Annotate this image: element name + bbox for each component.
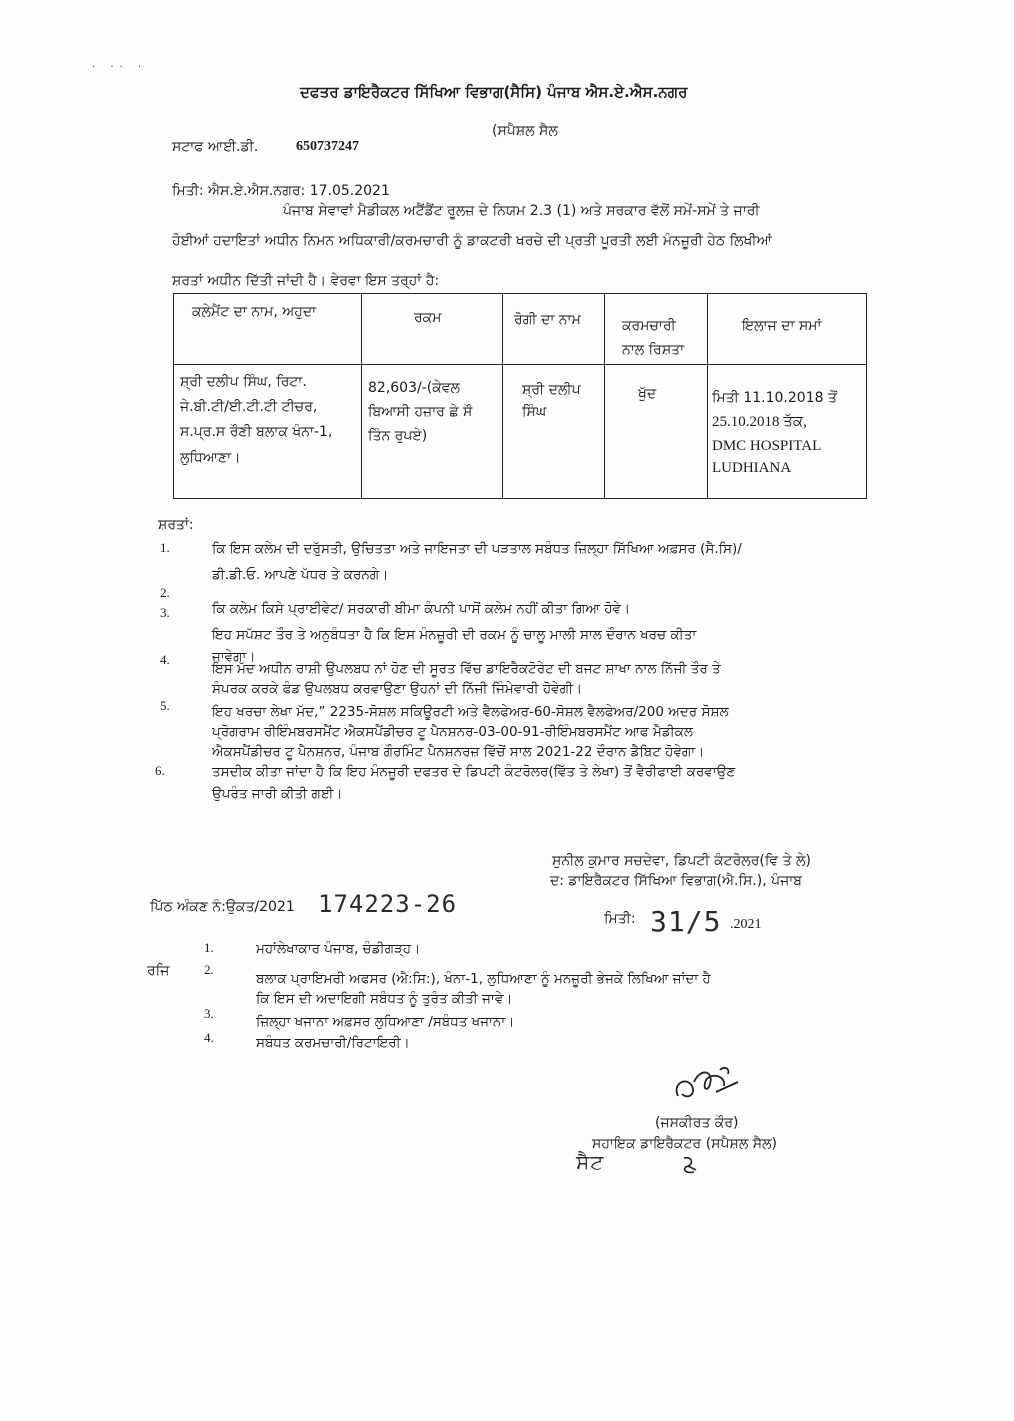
endorsement-year: .2021 — [730, 917, 762, 932]
header-relation-1: ਕਰਮਚਾਰੀ — [622, 318, 676, 334]
condition-text: ਸੰਪਰਕ ਕਰਕੇ ਫੰਡ ਉਪਲਬਧ ਕਰਵਾਉਣਾ ਉਹਨਾਂ ਦੀ ਨਿੱਜੀ ਜਿੰਮੇਵਾਰੀ ਹੋਵੇਗੀ। — [212, 681, 583, 697]
staff-id-label: ਸਟਾਫ ਆਈ.ਡੀ. — [172, 139, 259, 155]
recipient-text: ਮਹਾਂਲੇਖਾਕਾਰ ਪੰਜਾਬ, ਚੰਡੀਗੜ੍ਹ। — [256, 941, 421, 957]
recipient-number: 3. — [204, 1006, 214, 1021]
scan-speck: · ·· · — [92, 62, 148, 73]
conditions-title: ਸ਼ਰਤਾਂ: — [158, 517, 194, 533]
condition-text: ਕਿ ਕਲੇਮ ਕਿਸੇ ਪ੍ਰਾਈਵੇਟ/ ਸਰਕਾਰੀ ਬੀਮਾ ਕੰਪਨੀ ਪਾਸੋਂ ਕਲੇਮ ਨਹੀਂ ਕੀਤਾ ਗਿਆ ਹੋਵੇ। — [212, 601, 631, 617]
endorsement-label: ਪਿੱਠ ਅੰਕਣ ਨੰ:ਉਕਤ/2021 — [150, 899, 295, 915]
recipient-text: ਜ਼ਿਲ੍ਹਾ ਖਜਾਨਾ ਅਫ਼ਸਰ ਲੁਧਿਆਣਾ /ਸਬੰਧਤ ਖਜਾਨਾ। — [256, 1014, 515, 1030]
claimant-line-1: ਸ਼੍ਰੀ ਦਲੀਪ ਸਿੰਘ, ਰਿਟਾ. — [180, 374, 307, 390]
issue-date: ਮਿਤੀ: ਐਸ.ਏ.ਐਸ.ਨਗਰ: 17.05.2021 — [172, 183, 390, 199]
recipient-number: 1. — [204, 940, 214, 955]
header-period: ਇਲਾਜ ਦਾ ਸਮਾਂ — [742, 318, 822, 334]
recipient-number: 4. — [204, 1030, 214, 1045]
handwritten-endorsement-number: 174223-26 — [318, 890, 458, 918]
condition-text: ਇਹ ਖਰਚਾ ਲੇਖਾ ਮੱਦ,” 2235-ਸੋਸ਼ਲ ਸਕਿਊਰਟੀ ਅਤੇ ਵੈਲਫੇਅਰ-60-ਸੋਸ਼ਲ ਵੈਲਫੇਅਰ/200 ਅਦਰ ਸੋਸ਼ਲ — [212, 704, 729, 720]
endorsement-date-label: ਮਿਤੀ: — [604, 911, 636, 927]
condition-number: 1. — [160, 540, 170, 555]
condition-number: 3. — [160, 605, 170, 620]
condition-text: ਪ੍ਰੋਗਰਾਮ ਰੀਇੰਮਬਰਸਮੈਂਟ ਐਕਸਪੈਂਡੀਚਰ ਟੂ ਪੈਨਸ਼ਨਰ-03-00-91-ਰੀਇੰਮਬਰਸਮੈਂਟ ਆਫ ਮੈਡੀਕਲ — [212, 724, 694, 740]
handwritten-endorsement-date: 31/5 — [650, 905, 722, 938]
initials-mark — [678, 1154, 700, 1176]
recipient-number: 2. — [204, 962, 214, 977]
recipient-text: ਸਬੰਧਤ ਕਰਮਚਾਰੀ/ਰਿਟਾਇਰੀ। — [256, 1035, 410, 1051]
condition-text: ਇਸ ਮੱਦ ਅਧੀਨ ਰਾਸ਼ੀ ਉਪਲਬਧ ਨਾਂ ਹੋਣ ਦੀ ਸੂਰਤ ਵਿੱਚ ਡਾਇਰੈਕਟੋਰੇਟ ਦੀ ਬਜਟ ਸ਼ਾਖਾ ਨਾਲ ਨਿੱਜੀ ਤੌਰ ਤੇ — [212, 661, 721, 677]
period-line-1: ਮਿਤੀ 11.10.2018 ਤੋਂ — [712, 390, 837, 406]
condition-number: 4. — [160, 652, 170, 667]
patient-line-1: ਸ਼੍ਰੀ ਦਲੀਪ — [522, 382, 581, 398]
condition-text: ਕਿ ਇਸ ਕਲੇਮ ਦੀ ਦਰੁੱਸਤੀ, ਉਚਿਤਤਾ ਅਤੇ ਜਾਇਜਤਾ ਦੀ ਪੜਤਾਲ ਸਬੰਧਤ ਜ਼ਿਲ੍ਹਾ ਸਿੱਖਿਆ ਅਫ਼ਸਰ (ਸੈ.ਸਿ)/ — [212, 541, 742, 557]
amount-line-2: ਬਿਆਸੀ ਹਜ਼ਾਰ ਛੇ ਸੌ — [368, 404, 473, 420]
amount-line-1: 82,603/-(ਕੇਵਲ — [368, 380, 460, 396]
header-claimant: ਕਲੇਮੈਂਟ ਦਾ ਨਾਮ, ਅਹੁਦਾ — [192, 304, 317, 320]
staff-id-value: 650737247 — [296, 139, 359, 154]
claimant-line-4: ਲੁਧਿਆਣਾ। — [180, 450, 241, 466]
cell-title: (ਸਪੈਸ਼ਲ ਸੈਲ — [492, 123, 558, 139]
signatory-1-line-2: ਦ: ਡਾਇਰੈਕਟਰ ਸਿੱਖਿਆ ਵਿਭਾਗ(ਐ.ਸਿ.), ਪੰਜਾਬ — [550, 873, 803, 889]
condition-text: ਇਹ ਸਪੱਸ਼ਟ ਤੌਰ ਤੇ ਅਨੁਬੰਧਤਾ ਹੈ ਕਿ ਇਸ ਮੰਨਜ਼ੂਰੀ ਦੀ ਰਕਮ ਨੂੰ ਚਾਲੂ ਮਾਲੀ ਸਾਲ ਦੌਰਾਨ ਖਰਚ ਕੀਤਾ — [212, 627, 697, 643]
header-patient: ਰੋਗੀ ਦਾ ਨਾਮ — [514, 312, 581, 328]
condition-number: 5. — [160, 698, 170, 713]
recipient-text: ਕਿ ਇਸ ਦੀ ਅਦਾਇਗੀ ਸਬੰਧਤ ਨੂੰ ਤੁਰੰਤ ਕੀਤੀ ਜਾਵੇ। — [256, 991, 513, 1007]
intro-line-1: ਪੰਜਾਬ ਸੇਵਾਵਾਂ ਮੈਡੀਕਲ ਅਟੈਂਡੈਂਟ ਰੂਲਜ਼ ਦੇ ਨਿਯਮ 2.3 (1) ਅਤੇ ਸਰਕਾਰ ਵੱਲੋਂ ਸਮੇਂ-ਸਮੇਂ ਤੇ ਜਾਰੀ — [283, 203, 760, 219]
signatory-2-designation: ਸਹਾਇਕ ਡਾਇਰੈਕਟਰ (ਸਪੈਸ਼ਲ ਸੈਲ) — [592, 1136, 777, 1152]
signatory-1-line-1: ਸੁਨੀਲ ਕੁਮਾਰ ਸਚਦੇਵਾ, ਡਿਪਟੀ ਕੰਟਰੋਲਰ(ਵਿ ਤੇ ਲੇ) — [552, 853, 811, 869]
registered-mark: ਰਜਿ — [147, 963, 170, 979]
condition-text: ਡੀ.ਡੀ.ਓ. ਆਪਣੇ ਪੱਧਰ ਤੇ ਕਰਨਗੇ। — [212, 567, 389, 583]
signatory-2-name: (ਜਸਕੀਰਤ ਕੌਰ) — [655, 1115, 739, 1131]
condition-number: 2. — [160, 585, 170, 600]
intro-line-3: ਸ਼ਰਤਾਂ ਅਧੀਨ ਦਿੱਤੀ ਜਾਂਦੀ ਹੈ। ਵੇਰਵਾ ਇਸ ਤਰ੍ਹਾਂ ਹੈ: — [172, 273, 440, 289]
patient-line-2: ਸਿੰਘ — [522, 404, 547, 420]
recipient-text: ਬਲਾਕ ਪ੍ਰਾਇਮਰੀ ਅਫਸਰ (ਐ:ਸਿ:), ਖੰਨਾ-1, ਲੁਧਿਆਣਾ ਨੂੰ ਮਨਜ਼ੂਰੀ ਭੇਜਕੇ ਲਿਖਿਆ ਜਾਂਦਾ ਹੈ — [256, 971, 711, 987]
condition-text: ਉਪਰੰਤ ਜਾਰੀ ਕੀਤੀ ਗਈ। — [212, 786, 343, 802]
period-line-3: DMC HOSPITAL — [712, 438, 822, 454]
condition-text: ਐਕਸਪੈਂਡੀਚਰ ਟੂ ਪੈਨਸ਼ਨਰ, ਪੰਜਾਬ ਗੌਰਮਿੰਟ ਪੈਨਸ਼ਨਰਜ਼ ਵਿੱਚੋਂ ਸਾਲ 2021-22 ਦੌਰਾਨ ਡੈਬਿਟ ਹੋਵੇਗਾ। — [212, 744, 705, 760]
header-relation-2: ਨਾਲ ਰਿਸ਼ਤਾ — [622, 342, 685, 358]
relation-value: ਖੁੱਦ — [638, 386, 657, 402]
condition-text: ਤਸਦੀਕ ਕੀਤਾ ਜਾਂਦਾ ਹੈ ਕਿ ਇਹ ਮੰਨਜ਼ੂਰੀ ਦਫਤਰ ਦੇ ਡਿਪਟੀ ਕੰਟਰੋਲਰ(ਵਿੱਤ ਤੇ ਲੇਖਾ) ਤੋਂ ਵੈਰੀਫਾਈ ਕਰਵਾਉਣ — [212, 764, 736, 780]
handwritten-note: ਸੈਟ — [576, 1150, 605, 1174]
intro-line-2: ਹੋਈਆਂ ਹਦਾਇਤਾਂ ਅਧੀਨ ਨਿਮਨ ਅਧਿਕਾਰੀ/ਕਰਮਚਾਰੀ ਨੂੰ ਡਾਕਟਰੀ ਖਰਚੇ ਦੀ ਪ੍ਰਤੀ ਪੂਰਤੀ ਲਈ ਮੰਨਜ਼ੂਰੀ ਹੇਠ ਲਿਖੀਆਂ — [172, 233, 772, 249]
amount-line-3: ਤਿੰਨ ਰੁਪਏ) — [368, 428, 428, 444]
period-line-2: 25.10.2018 ਤੱਕ, — [712, 414, 807, 430]
claimant-line-2: ਜੇ.ਬੀ.ਟੀ/ਈ.ਟੀ.ਟੀ ਟੀਚਰ, — [180, 399, 318, 415]
claim-table — [173, 293, 867, 499]
period-line-4: LUDHIANA — [712, 460, 792, 476]
header-amount: ਰਕਮ — [414, 310, 442, 326]
office-title: ਦਫਤਰ ਡਾਇਰੈਕਟਰ ਸਿੱਖਿਆ ਵਿਭਾਗ(ਸੈਸਿ) ਪੰਜਾਬ ਐਸ.ਏ.ਐਸ.ਨਗਰ — [300, 83, 688, 101]
claimant-line-3: ਸ.ਪ੍ਰ.ਸ ਰੌਣੀ ਬਲਾਕ ਖੰਨਾ-1, — [180, 424, 333, 440]
condition-number: 6. — [155, 763, 165, 778]
condition-text: ਜਾਵੇਗਾ। — [212, 649, 256, 665]
signature-scribble — [668, 1062, 748, 1108]
